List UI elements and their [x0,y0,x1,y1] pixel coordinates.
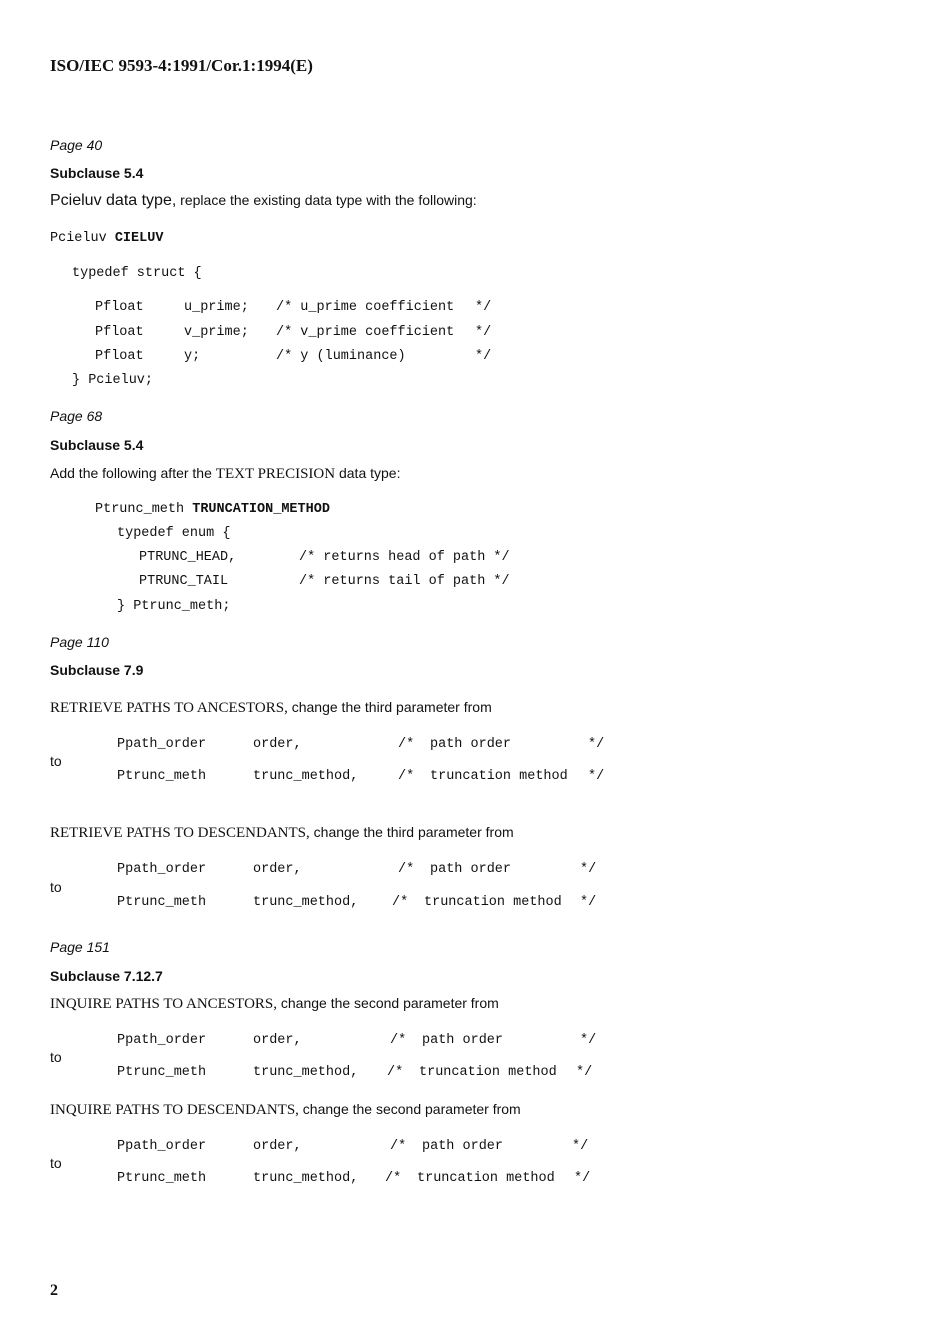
code-typedef: typedef enum { [117,526,231,541]
page-reference: Page 110 [50,634,109,650]
page-reference: Page 151 [50,939,110,955]
code-declaration: Ptrunc_meth TRUNCATION_METHOD [95,502,330,517]
change-instruction: RETRIEVE PATHS TO ANCESTORS, change the third parameter from [50,699,492,716]
change-instruction: INQUIRE PATHS TO DESCENDANTS, change the second parameter from [50,1101,521,1118]
page-reference: Page 40 [50,137,103,153]
code-close: } Pcieluv; [72,373,154,388]
instruction-text: Add the following after the TEXT PRECISION data type: [50,465,401,482]
to-label: to [50,1155,62,1171]
code-typedef: typedef struct { [72,266,202,281]
subclause-heading: Subclause 5.4 [50,437,144,453]
code-close: } Ptrunc_meth; [117,599,231,614]
page-number: 2 [50,1282,58,1299]
code-declaration: Pcieluv CIELUV [50,231,164,246]
to-label: to [50,753,62,769]
change-instruction: INQUIRE PATHS TO ANCESTORS, change the second parameter from [50,995,499,1012]
subclause-heading: Subclause 5.4 [50,165,144,181]
document-header: ISO/IEC 9593-4:1991/Cor.1:1994(E) [50,56,313,75]
subclause-heading: Subclause 7.12.7 [50,968,163,984]
page-reference: Page 68 [50,408,103,424]
to-label: to [50,879,62,895]
change-instruction: RETRIEVE PATHS TO DESCENDANTS, change the third parameter from [50,824,514,841]
subclause-heading: Subclause 7.9 [50,662,144,678]
instruction-text: Pcieluv data type, replace the existing data type with the following: [50,192,477,209]
to-label: to [50,1049,62,1065]
